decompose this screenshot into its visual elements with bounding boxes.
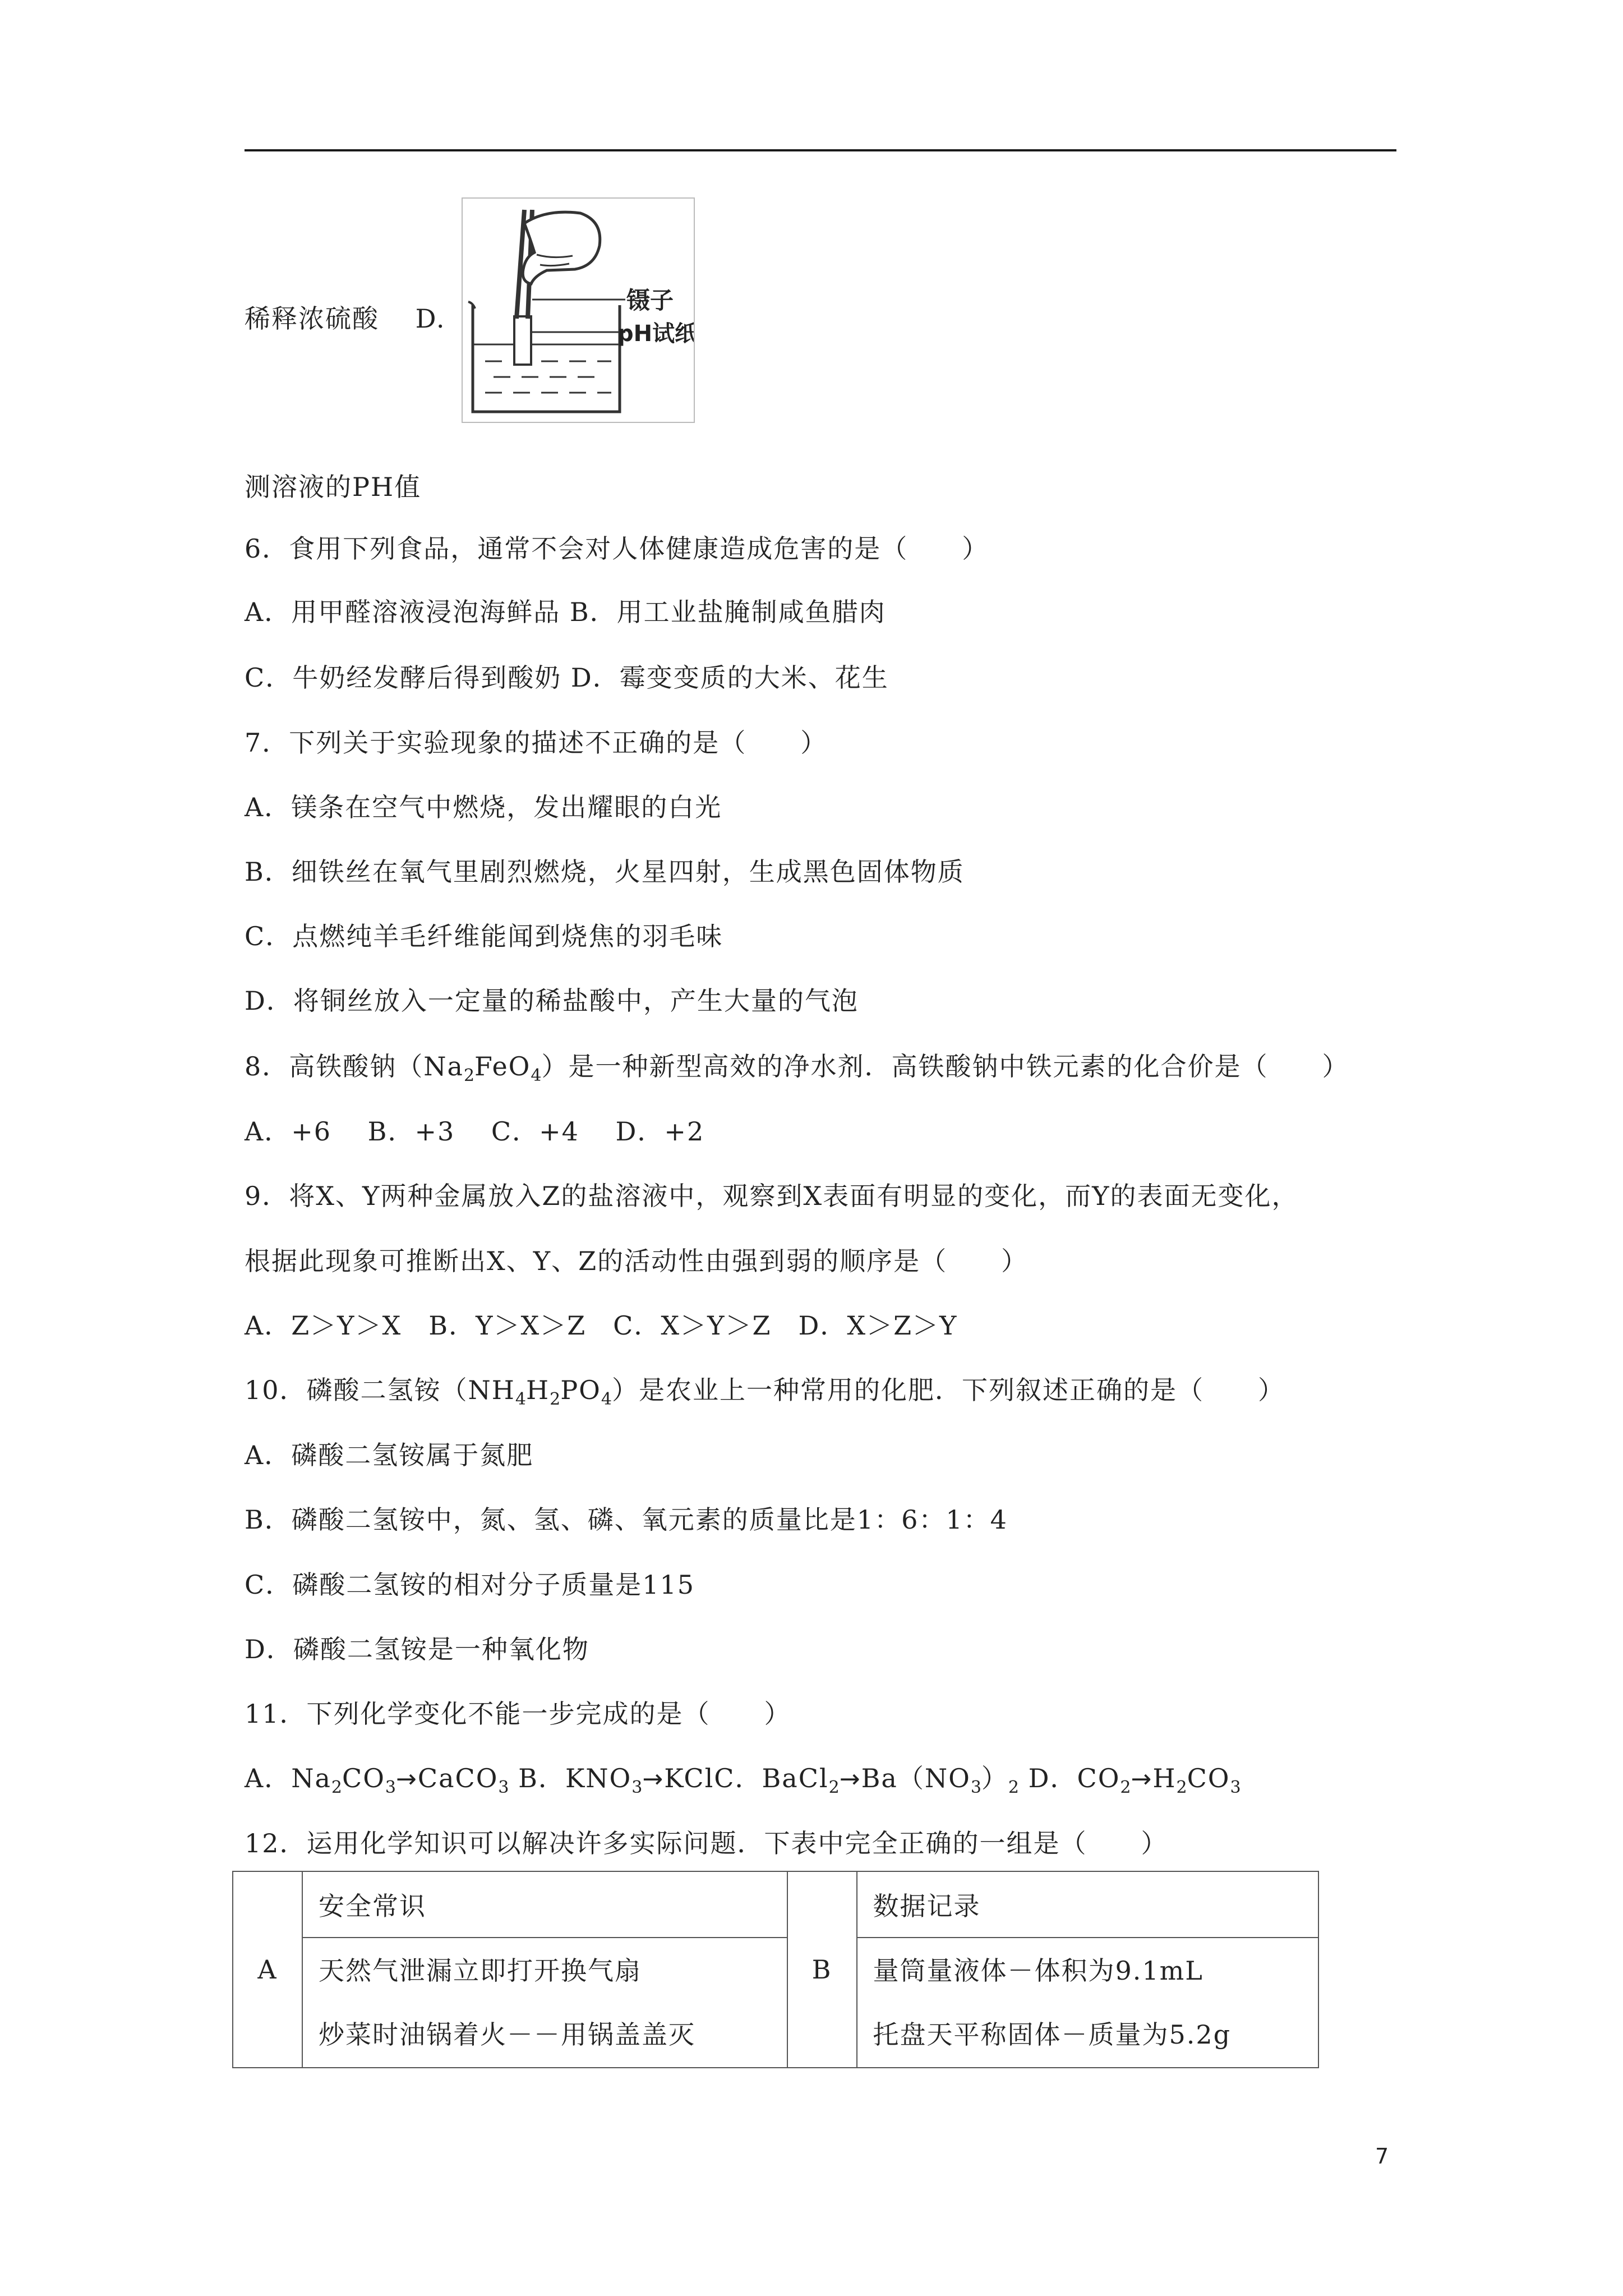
row-a-content — [302, 1938, 787, 2068]
q11-stem: 11．下列化学变化不能一步完成的是（ ） — [245, 1699, 791, 1729]
arrow-icon: → — [642, 1765, 665, 1793]
q7-stem: 7．下列关于实验现象的描述不正确的是（ ） — [245, 728, 828, 758]
q8-stem: 8．高铁酸钠$(Na_2FeO_4)$是一种新型高效的净水剂．高铁酸钠中铁元素的化合价是（ ） — [245, 1051, 1349, 1085]
ph-paper-label: pH试纸 — [617, 321, 694, 347]
row-b-content — [857, 1938, 1318, 2068]
row-b-header: 数据记录 — [857, 1871, 1318, 1938]
ph-test-figure — [462, 197, 695, 423]
a-item-2: 炒菜时油锅着火－－用锅盖盖灭 — [319, 2019, 695, 2050]
q9-options: A．Z＞Y＞X B．Y＞X＞Z C．X＞Y＞Z D．X＞Z＞Y — [245, 1310, 958, 1341]
q9-stem-line1: 9．将X、Y两种金属放入Z的盐溶液中，观察到X表面有明显的变化，而Y的表面无变化， — [245, 1181, 1299, 1211]
arrow-icon: → — [1131, 1765, 1153, 1793]
dilute-acid-text: 稀释浓硫酸 — [245, 303, 379, 334]
q10-stem: 10．磷酸二氢铵$(NH_4H_2PO_4)$是农业上一种常用的化肥．下列叙述正确的是（ ） — [245, 1375, 1285, 1409]
arrow-icon: → — [839, 1765, 861, 1793]
q7-option-a: A．镁条在空气中燃烧，发出耀眼的白光 — [245, 792, 722, 822]
q8-options: A．+6 B．+3 C．+4 D．+2 — [245, 1116, 705, 1147]
q6-options-cd: C．牛奶经发酵后得到酸奶 D．霉变变质的大米、花生 — [245, 662, 889, 693]
q12-table — [232, 1871, 1319, 2068]
q10-option-d: D．磷酸二氢铵是一种氧化物 — [245, 1634, 589, 1664]
q7-option-c: C．点燃纯羊毛纤维能闻到烧焦的羽毛味 — [245, 921, 723, 951]
a-item-1: 天然气泄漏立即打开换气扇 — [319, 1955, 642, 1986]
row-a-label: A — [233, 1871, 302, 2068]
q7-option-d: D．将铜丝放入一定量的稀盐酸中，产生大量的气泡 — [245, 986, 859, 1016]
q11-options: A．$Na_2CO_3\to CaCO_3$ B．$KNO_3\to KClC$．$BaCl_2\to Ba(NO_3)_2$ D．$CO_2\to H_2CO_3$ — [245, 1763, 1241, 1797]
row-a-header: 安全常识 — [302, 1871, 787, 1938]
figure-caption: 测溶液的PH值 — [245, 472, 422, 502]
ph-test-illustration — [463, 199, 694, 422]
arrow-icon: → — [396, 1765, 418, 1793]
q10-option-c: C．磷酸二氢铵的相对分子质量是115 — [245, 1570, 695, 1600]
header-rule — [245, 149, 1396, 151]
option-d-letter: D. — [415, 303, 446, 334]
q9-stem-line2: 根据此现象可推断出X、Y、Z的活动性由强到弱的顺序是（ ） — [245, 1246, 1029, 1276]
page-number: 7 — [1375, 2144, 1389, 2169]
b-item-2: 托盘天平称固体－质量为5.2g — [873, 2019, 1232, 2050]
option-c-fragment — [245, 302, 446, 335]
b-item-1: 量筒量液体－体积为9.1mL — [873, 1955, 1204, 1986]
q6-stem: 6．食用下列食品，通常不会对人体健康造成危害的是（ ） — [245, 533, 989, 564]
q10-option-a: A．磷酸二氢铵属于氮肥 — [245, 1440, 534, 1470]
q10-option-b: B．磷酸二氢铵中，氮、氢、磷、氧元素的质量比是1：6：1：4 — [245, 1504, 1008, 1535]
q7-option-b: B．细铁丝在氧气里剧烈燃烧，火星四射，生成黑色固体物质 — [245, 857, 965, 887]
tweezers-label: 镊子 — [626, 287, 674, 314]
row-b-label: B — [787, 1871, 857, 2068]
q6-options-ab: A．用甲醛溶液浸泡海鲜品 B．用工业盐腌制咸鱼腊肉 — [245, 597, 886, 627]
q12-stem: 12．运用化学知识可以解决许多实际问题．下表中完全正确的一组是（ ） — [245, 1828, 1168, 1858]
